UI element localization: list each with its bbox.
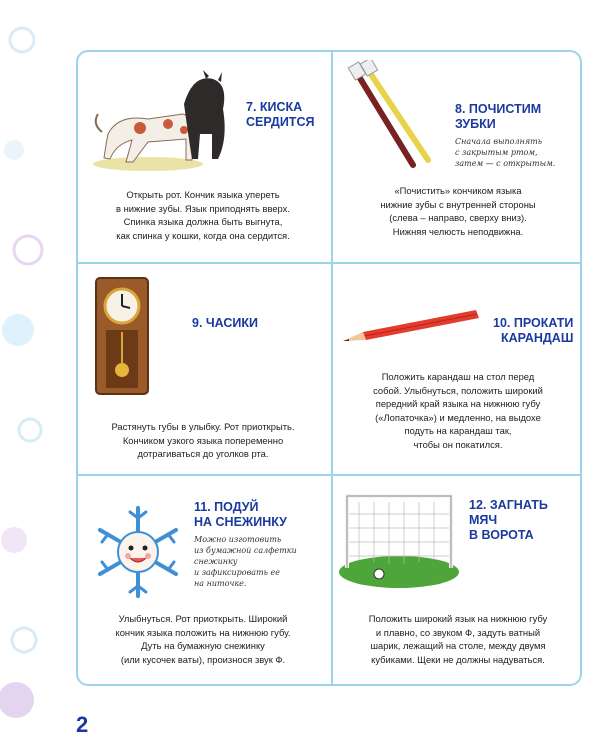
red-pencil-illustration [341,304,481,344]
exercise-card-7 [78,52,328,262]
exercise-title: 11. ПОДУЙ НА СНЕЖИНКУ [194,500,287,529]
toothbrushes-illustration [343,60,453,180]
cat-and-dog-illustration [88,64,238,174]
soccer-goal-illustration [339,488,461,588]
exercise-title: 10. ПРОКАТИ КАРАНДАШ [493,316,574,345]
exercise-card-8 [333,52,583,262]
exercise-title: 9. ЧАСИКИ [192,316,259,330]
exercise-description: «Почистить» кончиком языка нижние зубы с внутренней стороны (слева – направо, сверху вниз). Нижняя челюсть неподвижна. [380,185,536,237]
exercise-title: 7. КИСКА СЕРДИТСЯ [246,100,315,129]
decorative-side-pattern [0,0,70,750]
exercise-title: 8. ПОЧИСТИМ ЗУБКИ [455,102,542,131]
exercise-title: 12. ЗАГНАТЬ МЯЧ В ВОРОТА [469,498,548,542]
page-number: 2 [76,712,89,737]
exercise-description: Растянуть губы в улыбку. Рот приоткрыть. Кончиком узкого языка попеременно дотрагиваться до уголков рта. [111,421,295,459]
exercise-card-10 [333,264,583,474]
snowflake-face-illustration [90,504,186,600]
exercise-card-9 [78,264,328,474]
exercise-description: Положить широкий язык на нижнюю губу и плавно, со звуком Ф, задуть ватный шарик, лежащий на столе, между двумя кубиками. Щеки не должны надуваться. [368,613,548,665]
exercise-note: Сначала выполнять с закрытым ртом, затем — с открытым. [455,137,556,168]
exercise-card-12 [333,476,583,686]
exercise-description: Улыбнуться. Рот приоткрыть. Широкий кончик языка положить на нижнюю губу. Дуть на бумажную снежинку (или кусочек ваты), произнося звук Ф. [115,613,291,665]
exercise-card-11 [78,476,328,686]
exercise-note: Можно изготовить из бумажной салфетки снежинку и зафиксировать ее на ниточке. [194,535,297,588]
exercise-description: Положить карандаш на стол перед собой. Улыбнуться, положить широкий передний край языка на нижнюю губу («Лопаточка») и медленно, на выдохе подуть на карандаш так, чтобы он покатился. [373,371,543,450]
exercise-description: Открыть рот. Кончик языка упереть в нижние зубы. Язык приподнять вверх. Спинка языка должна быть выгнута, как спинка у кошки, когда она сердится. [116,189,290,241]
pendulum-clock-illustration [92,276,152,396]
exercise-grid [76,50,582,686]
